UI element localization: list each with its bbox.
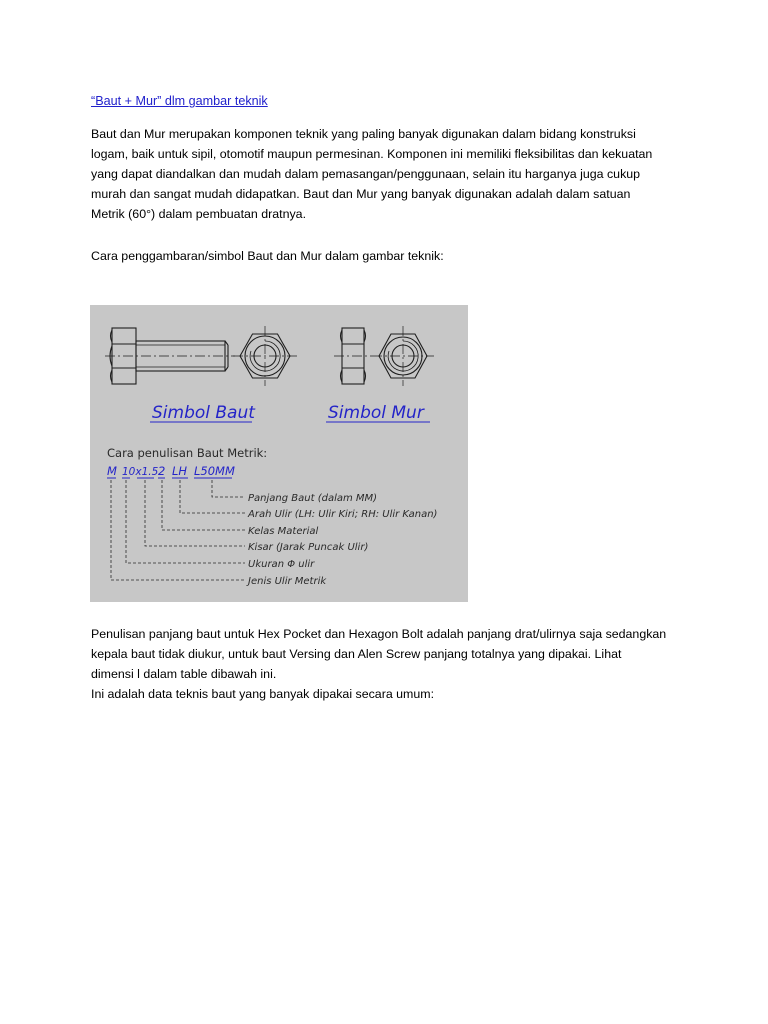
text-line: dimensi l dalam table dibawah ini. bbox=[91, 667, 277, 681]
token-direction: LH bbox=[172, 464, 188, 478]
legend-thread-type: Jenis Ulir Metrik bbox=[248, 576, 327, 587]
title-link[interactable]: “Baut + Mur” dlm gambar teknik bbox=[91, 94, 268, 108]
token-class: 2 bbox=[158, 464, 166, 478]
legend-direction: Arah Ulir (LH: Ulir Kiri; RH: Ulir Kanan) bbox=[248, 509, 438, 520]
text-line: kepala baut tidak diukur, untuk baut Versing dan Alen Screw panjang totalnya yang dipakai. Lihat bbox=[91, 647, 622, 661]
text-line: Ini adalah data teknis baut yang banyak dipakai secara umum: bbox=[91, 687, 435, 701]
text-line: murah dan sangat mudah didapatkan. Baut dan Mur yang banyak digunakan adalah dalam satuan bbox=[91, 187, 631, 201]
text-line: yang dapat diandalkan dan mudah dalam pemasangan/penggunaan, selain itu harganya juga cukup bbox=[91, 167, 641, 181]
nut-symbol-label: Simbol Mur bbox=[328, 403, 424, 423]
token-length: L50MM bbox=[194, 464, 235, 478]
legend-diameter: Ukuran Φ ulir bbox=[248, 559, 315, 570]
token-size: 10x1.5 bbox=[122, 466, 159, 478]
text-line: Metrik (60°) dalam pembuatan dratnya. bbox=[91, 207, 307, 221]
legend-length: Panjang Baut (dalam MM) bbox=[248, 493, 378, 504]
notation-heading: Cara penulisan Baut Metrik: bbox=[107, 446, 268, 460]
nut-side-view bbox=[334, 328, 372, 384]
length-note-paragraph bbox=[91, 624, 691, 704]
nut-end-view bbox=[372, 326, 434, 386]
token-m: M bbox=[107, 464, 117, 478]
bolt-nut-diagram bbox=[90, 305, 468, 602]
leader-lines bbox=[111, 480, 245, 580]
text-line: Baut dan Mur merupakan komponen teknik yang paling banyak digunakan dalam bidang konstruksi bbox=[91, 127, 636, 141]
text-line: Penulisan panjang baut untuk Hex Pocket dan Hexagon Bolt adalah panjang drat/ulirnya saja sedangkan bbox=[91, 627, 667, 641]
text-line: logam, baik untuk sipil, otomotif maupun permesinan. Komponen ini memiliki fleksibilitas dan kekuatan bbox=[91, 147, 653, 161]
bolt-symbol-label: Simbol Baut bbox=[152, 403, 255, 423]
bolt-side-view bbox=[105, 328, 235, 384]
intro-paragraph bbox=[91, 124, 691, 224]
legend-class: Kelas Material bbox=[248, 526, 319, 537]
text-line: Cara penggambaran/simbol Baut dan Mur dalam gambar teknik: bbox=[91, 249, 444, 263]
bolt-end-view bbox=[233, 326, 297, 386]
drawing-caption bbox=[91, 246, 691, 266]
legend-pitch: Kisar (Jarak Puncak Ulir) bbox=[248, 542, 369, 553]
